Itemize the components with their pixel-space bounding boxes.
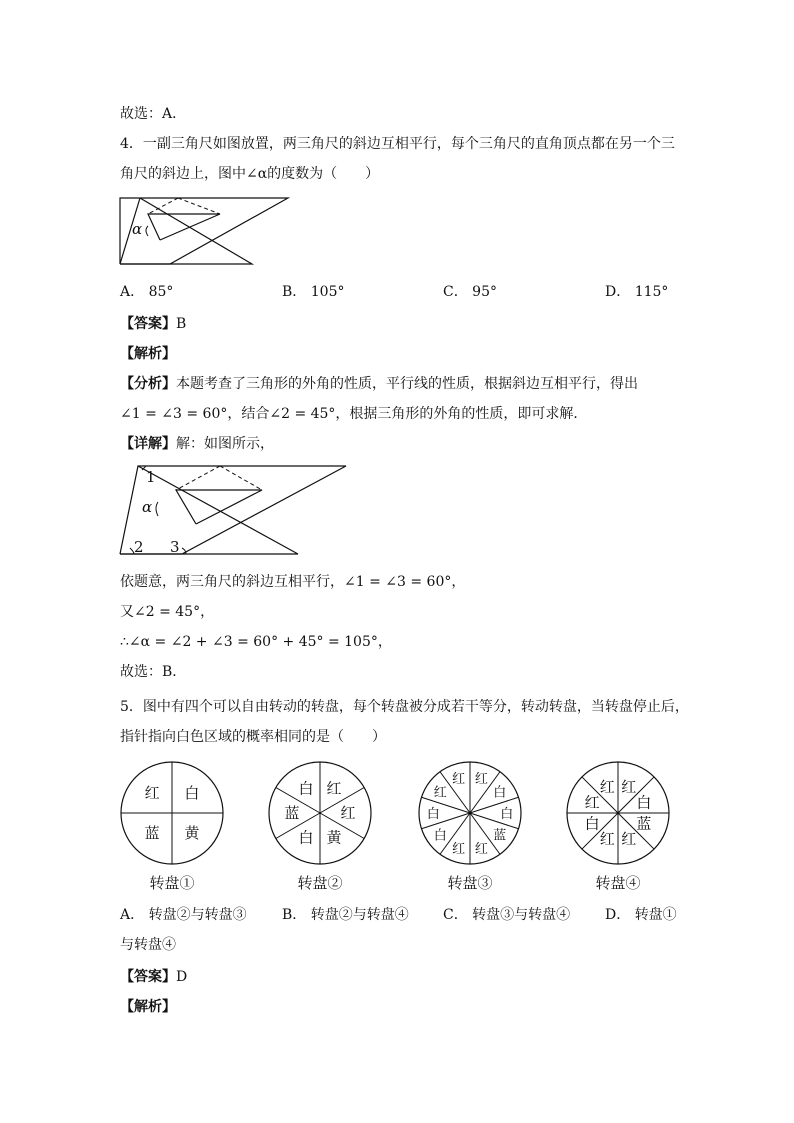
spinner-2-sector-label: 蓝 (284, 804, 300, 822)
spinner-3-sector-label: 白 (500, 807, 514, 822)
q4-stem-line1: 4．一副三角尺如图放置，两三角尺的斜边互相平行，每个三角尺的直角顶点都在另一个三 (120, 136, 675, 152)
q4-solution-figure (120, 462, 350, 562)
spinner-1 (121, 762, 223, 892)
q4-stem-line2: 角尺的斜边上，图中∠α的度数为（ ） (120, 166, 380, 182)
q5-option-a: A． 转盘②与转盘③ (120, 907, 247, 923)
spinner-3-sector-label: 红 (433, 785, 447, 801)
spinner-2-sector-label: 白 (298, 828, 314, 847)
spinner-3-sector-label: 白 (493, 785, 507, 801)
spinner-4-sector-label: 白 (636, 793, 652, 812)
q4-option-d: D． 115° (605, 284, 669, 300)
q5-option-c: C． 转盘③与转盘④ (443, 907, 571, 923)
spinner-3-caption: 转盘③ (447, 874, 493, 892)
spinner-4-sector-label: 红 (621, 829, 637, 848)
q4-option-b: B． 105° (282, 284, 345, 300)
spinner-3-sector-label: 蓝 (493, 828, 507, 844)
q5-option-d: D． 转盘① (605, 907, 677, 923)
spinner-1-caption: 转盘① (149, 874, 195, 892)
q4-figure (120, 190, 300, 270)
spinner-1-sector-label: 红 (144, 784, 160, 803)
q4-answer: 【答案】B (120, 316, 187, 332)
spinner-2-sector-label: 红 (340, 804, 356, 822)
spinner-2-sector-label: 白 (298, 779, 314, 798)
spinner-4-sector-label: 红 (621, 778, 637, 797)
q4-fenxi: 【分析】本题考查了三角形的外角的性质，平行线的性质，根据斜边互相平行，得出 (120, 376, 638, 392)
q5-stem-line2: 指针指向白色区域的概率相同的是（ ） (120, 729, 386, 745)
spinner-4 (567, 762, 669, 892)
q4-step2: 又∠2 = 45°， (120, 604, 215, 620)
spinner-4-sector-label: 红 (599, 778, 615, 797)
spinner-2-sector-label: 黄 (326, 828, 342, 847)
q4-xiangjie: 【详解】解：如图所示， (120, 436, 274, 452)
spinner-1-sector-label: 黄 (184, 823, 200, 842)
spinner-4-caption: 转盘④ (595, 874, 641, 892)
spinner-4-sector-label: 蓝 (636, 814, 652, 833)
q5-spinners-figure (110, 755, 690, 895)
q4-analysis-tag: 【解析】 (120, 346, 176, 362)
spinner-4-sector-label: 白 (584, 814, 600, 833)
q4-step3: ∴∠α = ∠2 + ∠3 = 60° + 45° = 105°， (120, 634, 392, 650)
spinner-3-sector-label: 红 (474, 772, 488, 788)
label-angle-alpha: α (142, 498, 153, 516)
q4-figure-alpha-label: α (132, 220, 143, 238)
spinner-1-sector-label: 白 (184, 784, 200, 803)
q4-conclusion: 故选：B． (120, 664, 187, 680)
label-angle-2: 2 (134, 538, 144, 556)
q5-answer: 【答案】D (120, 969, 188, 985)
previous-choice: 故选：A． (120, 106, 187, 122)
spinner-4-sector-label: 红 (584, 793, 600, 812)
spinner-2 (269, 762, 371, 892)
spinner-1-sector-label: 蓝 (144, 823, 160, 842)
q4-fenxi-line2: ∠1 = ∠3 = 60°，结合∠2 = 45°，根据三角形的外角的性质，即可求解． (120, 406, 588, 422)
q4-step1: 依题意，两三角尺的斜边互相平行，∠1 = ∠3 = 60°， (120, 574, 466, 590)
spinner-3-sector-label: 红 (452, 772, 466, 788)
label-angle-3: 3 (170, 538, 180, 556)
q5-analysis-tag: 【解析】 (120, 999, 176, 1015)
label-angle-1: 1 (146, 468, 156, 486)
q5-option-d-cont: 与转盘④ (120, 937, 176, 953)
q5-stem-line1: 5．图中有四个可以自由转动的转盘，每个转盘被分成若干等分，转动转盘，当转盘停止后， (120, 699, 689, 715)
q4-option-a: A． 85° (120, 284, 174, 300)
q4-option-c: C． 95° (443, 284, 497, 300)
spinner-2-sector-label: 红 (326, 779, 342, 798)
q5-option-b: B． 转盘②与转盘④ (282, 907, 409, 923)
spinner-3-sector-label: 红 (474, 841, 488, 857)
spinner-4-sector-label: 红 (599, 829, 615, 848)
spinner-3-sector-label: 白 (426, 807, 440, 822)
spinner-3-sector-label: 红 (452, 841, 466, 857)
spinner-3-sector-label: 白 (433, 828, 447, 844)
spinner-2-caption: 转盘② (297, 874, 343, 892)
spinner-3 (419, 762, 521, 892)
